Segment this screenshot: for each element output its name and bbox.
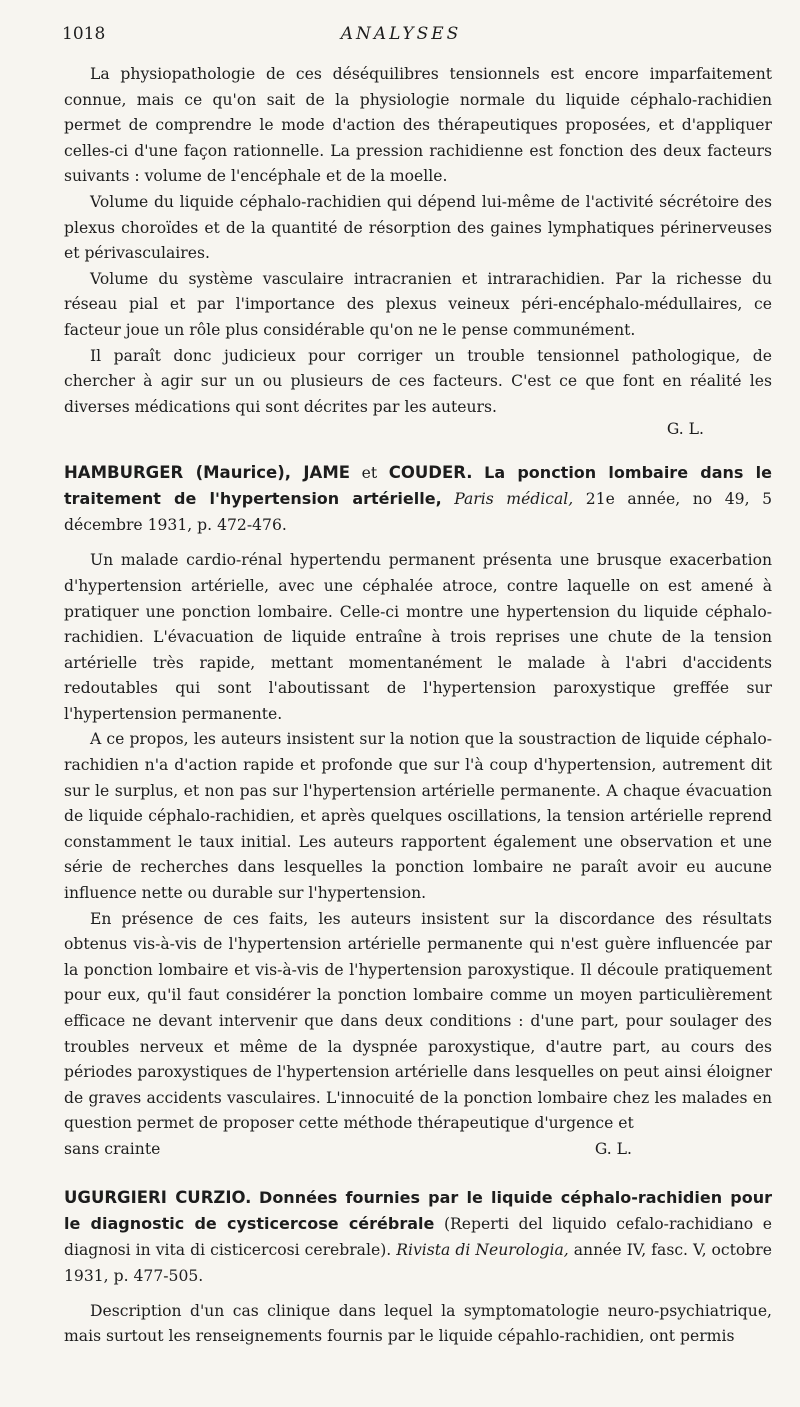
intro-paragraph: La physiopathologie de ces déséquilibres tensionnels est encore imparfaitement connue, mais ce qu'on sait de la physiologie normale du liquide céphalo-rachidien permet de comprendre le mode d'action des thérapeutiques proposées, et d'appliquer celles-ci d'une façon rationnelle. La pression rachidienne est fonction des deux facteurs suivants : volume de l'encéphale et de la moelle. (64, 65, 772, 186)
article-closing-row (64, 1137, 772, 1163)
page-body (64, 62, 772, 1350)
article-hamburger (64, 460, 772, 1162)
article-paragraph: Description d'un cas clinique dans lequel la symptomatologie neuro-psychiatrique, mais surtout les renseignements fournis par le liquide cépahlo-rachidien, ont permis (64, 1301, 772, 1346)
article-citation: année IV, fasc. V, octobre 1931, p. 477-505. (64, 1240, 772, 1285)
intro-paragraph: Volume du liquide céphalo-rachidien qui dépend lui-même de l'activité sécrétoire des plexus choroïdes et de la quantité de résorption des gaines lymphatiques périnerveuses et périvasculaires. (64, 192, 772, 263)
intro-signature-row (64, 420, 772, 438)
article-authors-last: COUDER. (388, 463, 473, 483)
article-ugurgieri (64, 1185, 772, 1350)
article-heading (64, 460, 772, 538)
article-paragraph: En présence de ces faits, les auteurs insistent sur la discordance des résultats obtenus vis-à-vis de l'hypertension artérielle permanente qui n'est guère influencée par la ponction lombaire et vis-à-vis de l'hypertension paroxystique. Il découle pratiquement pour eux, qu'il faut considérer la ponction lombaire comme un moyen particulièrement efficace ne devant intervenir que dans deux conditions : d'une part, pour soulager des troubles nerveux et même de la dyspnée paroxystique, d'autre part, au cours des périodes paroxystiques de l'hypertension artérielle dans lesquelles on peut ainsi éloigner de graves accidents vasculaires. L'innocuité de la ponction lombaire chez les malades en question permet de proposer cette méthode thérapeutique d'urgence et (64, 909, 772, 1133)
article-journal: Paris médical, (454, 490, 574, 509)
article-authors: UGURGIERI CURZIO. (64, 1187, 252, 1207)
article-original-title: (Reperti del liquido cefalo-rachidiano e diagnosi in vita di cisticercosi cerebrale). (64, 1214, 772, 1259)
intro-section (64, 62, 772, 438)
article-citation: 21e année, no 49, 5 décembre 1931, p. 472-476. (64, 490, 772, 535)
authors-conjunction: et (350, 464, 389, 483)
page-header (62, 24, 740, 54)
article-paragraph: Un malade cardio-rénal hypertendu permanent présenta une brusque exacerbation d'hypertension artérielle, avec une céphalée atroce, contre laquelle on est amené à pratiquer une ponction lombaire. Celle-ci montre une hypertension du liquide céphalo-rachidien. L'évacuation de liquide entraîne à trois reprises une chute de la tension artérielle très rapide, mettant momentanément le malade à l'abri d'accidents redoutables qui sont l'aboutissant de l'hypertension paroxystique greffée sur l'hypertension permanente. (64, 551, 772, 723)
article-signature: G. L. (594, 1139, 632, 1158)
running-title: ANALYSES (340, 24, 462, 44)
intro-paragraph: Volume du système vasculaire intracranien et intrarachidien. Par la richesse du réseau pial et par l'importance des plexus veineux péri-encéphalo-médullaires, ce facteur joue un rôle plus considérable qu'on ne le pense communément. (64, 269, 772, 339)
article-heading (64, 1185, 772, 1289)
article-paragraph: A ce propos, les auteurs insistent sur la notion que la soustraction de liquide céphalo-rachidien n'a d'action rapide et profonde que sur l'à coup d'hypertension, autrement dit sur le surplus, et non pas sur l'hypertension artérielle permanente. A chaque évacuation de liquide céphalo-rachidien, et après quelques oscillations, la tension artérielle reprend constamment le taux initial. Les auteurs rapportent également une observation et une série de recherches dans lesquelles la ponction lombaire ne paraît avoir eu aucune influence nette ou durable sur l'hypertension. (64, 730, 772, 903)
page-number: 1018 (62, 24, 106, 44)
intro-paragraph: Il paraît donc judicieux pour corriger un trouble tensionnel pathologique, de chercher à agir sur un ou plusieurs de ces facteurs. C'est ce que font en réalité les diverses médications qui sont décrites par les auteurs. (64, 346, 772, 416)
article-journal: Rivista di Neurologia, (396, 1240, 569, 1259)
article-last-line: sans crainte (64, 1139, 161, 1158)
article-authors: HAMBURGER (Maurice), JAME (64, 463, 351, 483)
intro-signature: G. L. (666, 420, 704, 439)
article-title: La ponction lombaire dans le traitement de l'hypertension artérielle, (64, 463, 772, 509)
article-title: Données fournies par le liquide céphalo-rachidien pour le diagnostic de cysticercose cérébrale (64, 1187, 772, 1233)
